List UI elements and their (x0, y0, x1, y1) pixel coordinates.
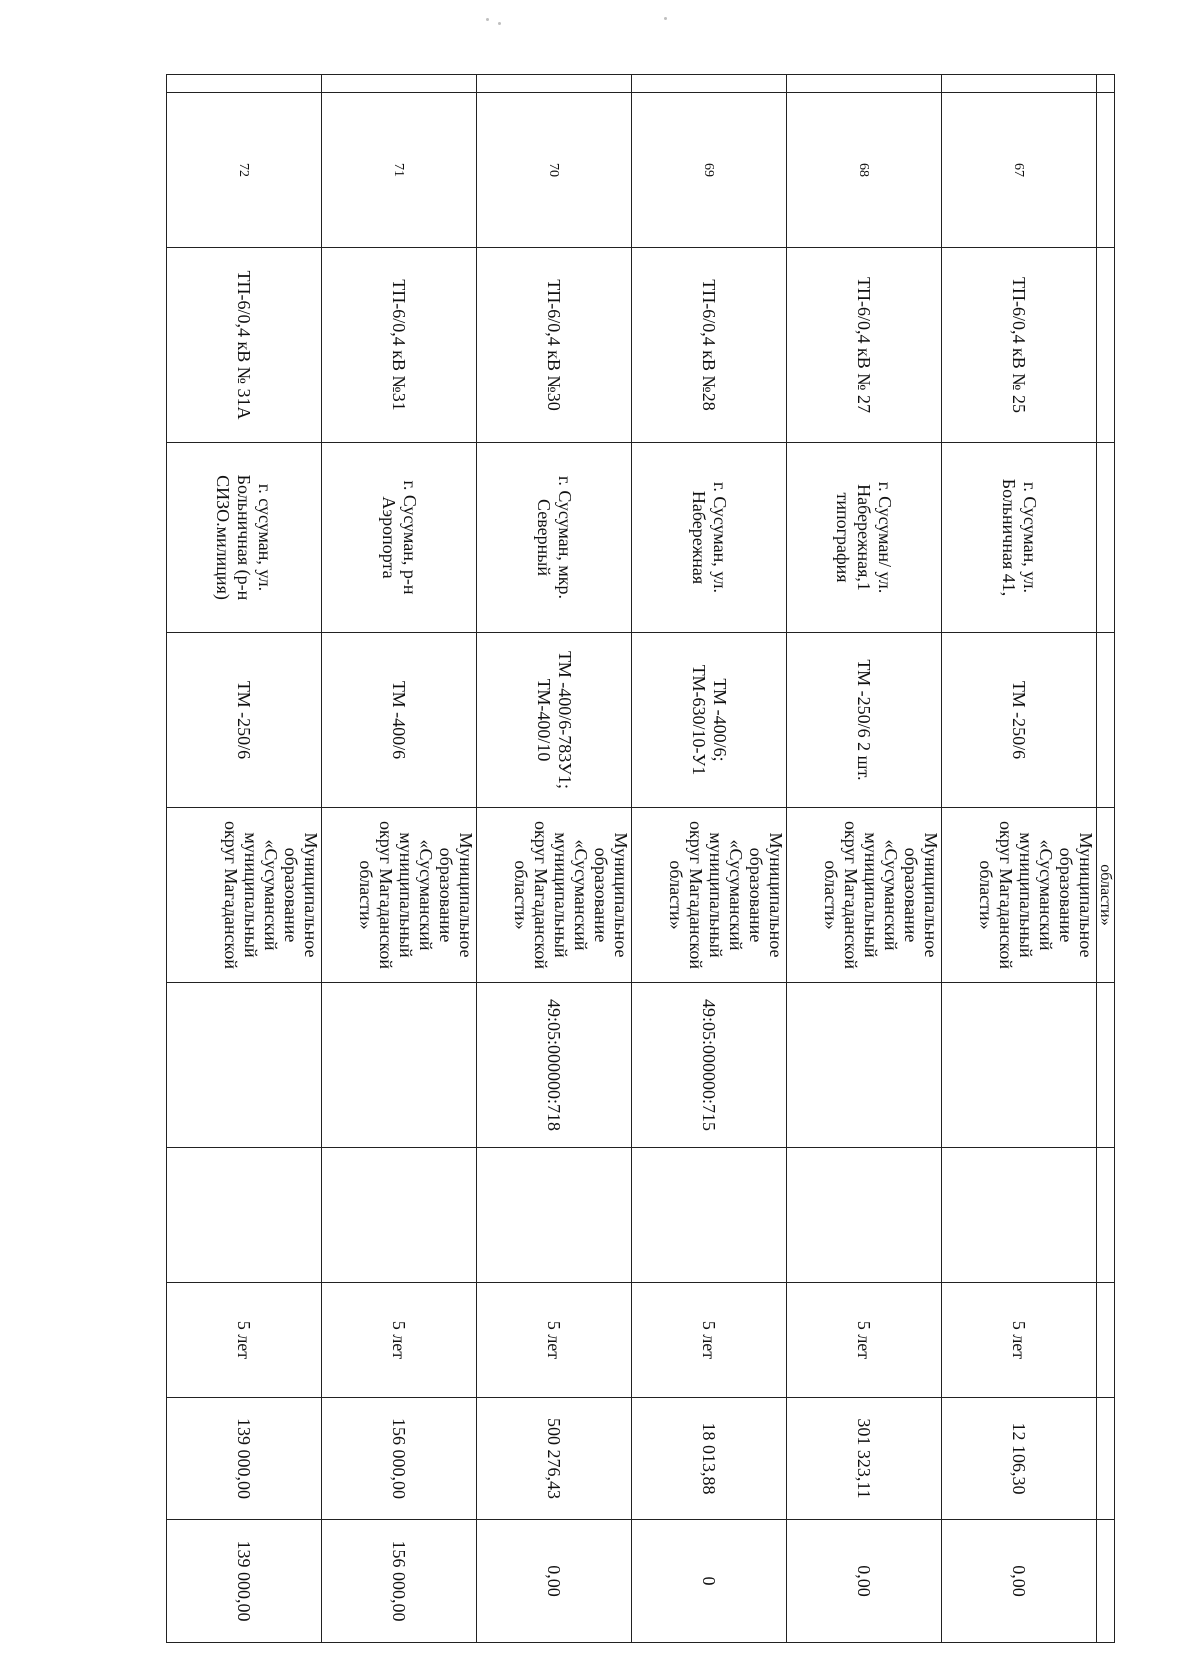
owner: Муниципальное образование «Сусуманский муниципальный округ Магаданской области» (787, 808, 942, 983)
table-row (322, 75, 477, 1643)
table-row (167, 75, 322, 1643)
cadastral-number (787, 983, 942, 1148)
object-name: ТП-6/0,4 кВ №28 (632, 248, 787, 443)
owner: Муниципальное образование «Сусуманский муниципальный округ Магаданской области» (322, 808, 477, 983)
owner: Муниципальное образование «Сусуманский муниципальный округ Магаданской области» (477, 808, 632, 983)
value-2: 0,00 (942, 1520, 1097, 1643)
registry-table (166, 74, 1115, 1643)
extra-cell (322, 1148, 477, 1283)
cadastral-number (322, 983, 477, 1148)
extra-cell (787, 1148, 942, 1283)
term: 5 лет (787, 1283, 942, 1398)
table-top-row (1097, 75, 1115, 1643)
object-address: г. Сусуман, р-н Аэропорта (322, 443, 477, 633)
term: 5 лет (322, 1283, 477, 1398)
blank-cell (942, 75, 1097, 93)
row-number: 67 (942, 93, 1097, 248)
table-cell (1097, 75, 1115, 93)
row-number: 72 (167, 93, 322, 248)
rotated-table-sheet (147, 74, 1115, 1642)
value-1: 156 000,00 (322, 1398, 477, 1520)
blank-cell (787, 75, 942, 93)
table-cell (1097, 93, 1115, 248)
value-1: 500 276,43 (477, 1398, 632, 1520)
table-cell (1097, 443, 1115, 633)
owner: Муниципальное образование «Сусуманский муниципальный округ Магаданской области» (942, 808, 1097, 983)
value-1: 12 106,30 (942, 1398, 1097, 1520)
cadastral-number (942, 983, 1097, 1148)
owner: Муниципальное образование «Сусуманский муниципальный округ Магаданской (167, 808, 322, 983)
scan-speck (486, 18, 489, 21)
object-name: ТП-6/0,4 кВ №31 (322, 248, 477, 443)
value-2: 139 000,00 (167, 1520, 322, 1643)
owner-continuation-cell: области» (1097, 808, 1115, 983)
extra-cell (167, 1148, 322, 1283)
blank-cell (477, 75, 632, 93)
value-2: 0,00 (787, 1520, 942, 1643)
blank-cell (632, 75, 787, 93)
cadastral-number: 49:05:000000:715 (632, 983, 787, 1148)
cadastral-number (167, 983, 322, 1148)
object-address: г. Сусуман/ ул. Набережная,1 типография (787, 443, 942, 633)
value-2: 0,00 (477, 1520, 632, 1643)
table-cell (1097, 633, 1115, 808)
object-name: ТП-6/0,4 кВ № 27 (787, 248, 942, 443)
extra-cell (632, 1148, 787, 1283)
value-2: 156 000,00 (322, 1520, 477, 1643)
value-1: 139 000,00 (167, 1398, 322, 1520)
object-address: г. Сусуман, ул. Больничная 41, (942, 443, 1097, 633)
table-cell (1097, 1283, 1115, 1398)
table-row (477, 75, 632, 1643)
table-cell (1097, 983, 1115, 1148)
equipment: ТМ -250/6 (167, 633, 322, 808)
value-1: 301 323,11 (787, 1398, 942, 1520)
cadastral-number: 49:05:000000:718 (477, 983, 632, 1148)
object-name: ТП-6/0,4 кВ № 31А (167, 248, 322, 443)
row-number: 68 (787, 93, 942, 248)
row-number: 71 (322, 93, 477, 248)
equipment: ТМ -400/6 (322, 633, 477, 808)
term: 5 лет (477, 1283, 632, 1398)
equipment: ТМ -250/6 2 шт. (787, 633, 942, 808)
table-cell (1097, 1398, 1115, 1520)
row-number: 69 (632, 93, 787, 248)
object-name: ТП-6/0,4 кВ № 25 (942, 248, 1097, 443)
scan-speck (664, 17, 667, 20)
value-2: 0 (632, 1520, 787, 1643)
table-row (787, 75, 942, 1643)
extra-cell (942, 1148, 1097, 1283)
table-cell (1097, 1148, 1115, 1283)
object-address: г. Сусуман, мкр. Северный (477, 443, 632, 633)
term: 5 лет (942, 1283, 1097, 1398)
row-number: 70 (477, 93, 632, 248)
blank-cell (167, 75, 322, 93)
equipment: ТМ -250/6 (942, 633, 1097, 808)
object-name: ТП-6/0,4 кВ №30 (477, 248, 632, 443)
table-row (632, 75, 787, 1643)
table-row (942, 75, 1097, 1643)
value-1: 18 013,88 (632, 1398, 787, 1520)
extra-cell (477, 1148, 632, 1283)
object-address: г. сусуман, ул. Больничная (р-н СИЗО.милиция) (167, 443, 322, 633)
object-address: г. Сусуман, ул. Набережная (632, 443, 787, 633)
table-cell (1097, 248, 1115, 443)
owner: Муниципальное образование «Сусуманский муниципальный округ Магаданской области» (632, 808, 787, 983)
term: 5 лет (167, 1283, 322, 1398)
blank-cell (322, 75, 477, 93)
scan-speck (498, 22, 501, 25)
table-cell (1097, 1520, 1115, 1643)
equipment: ТМ -400/6-783У1; ТМ-400/10 (477, 633, 632, 808)
term: 5 лет (632, 1283, 787, 1398)
equipment: ТМ -400/6; ТМ-630/10-У1 (632, 633, 787, 808)
